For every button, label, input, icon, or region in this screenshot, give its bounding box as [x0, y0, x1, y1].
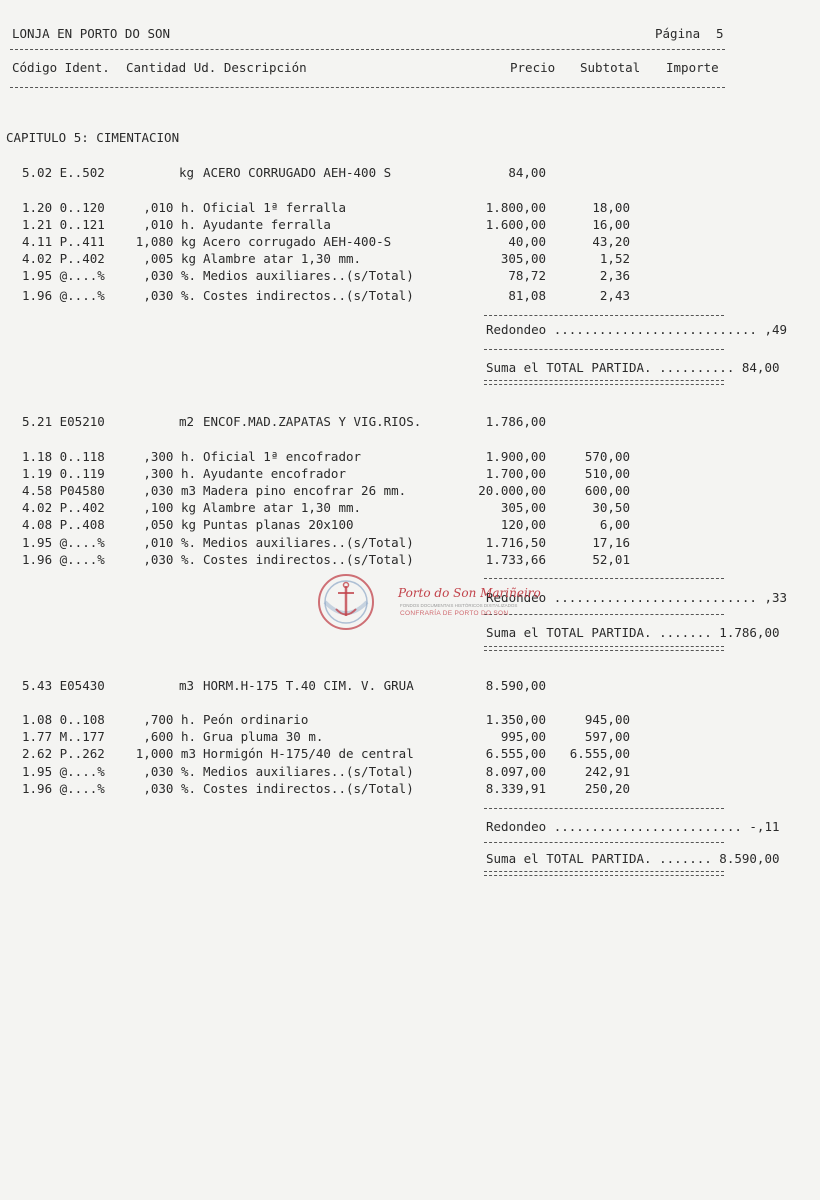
- line-description: Grua pluma 30 m.: [203, 729, 324, 744]
- line-quantity: 1,080 kg: [135, 234, 196, 249]
- line-code: 1.77 M..177: [22, 729, 105, 744]
- line-quantity: ,600 h.: [143, 729, 196, 744]
- total-line: Suma el TOTAL PARTIDA. .......... 84,00: [486, 360, 780, 375]
- watermark-name: Porto do Son Mariñeiro: [398, 586, 541, 600]
- column-importe: Importe: [666, 60, 719, 75]
- page-number: 5: [716, 26, 724, 41]
- chapter-title: CAPITULO 5: CIMENTACION: [6, 130, 180, 145]
- line-subtotal: 16,00: [592, 217, 630, 232]
- partida-description: ENCOF.MAD.ZAPATAS Y VIG.RIOS.: [203, 414, 422, 429]
- line-code: 4.02 P..402: [22, 251, 105, 266]
- line-price: 1.350,00: [485, 712, 546, 727]
- line-code: 1.95 @....%: [22, 535, 105, 550]
- partida-code: 5.02 E..502: [22, 165, 105, 180]
- line-code: 1.95 @....%: [22, 268, 105, 283]
- partida-unit: m2: [179, 414, 195, 429]
- line-quantity: ,030 %.: [143, 552, 196, 567]
- line-price: 78,72: [508, 268, 546, 283]
- line-quantity: ,030 %.: [143, 781, 196, 796]
- line-description: Oficial 1ª encofrador: [203, 449, 362, 464]
- line-description: Puntas planas 20x100: [203, 517, 354, 532]
- partida-description: ACERO CORRUGADO AEH-400 S: [203, 165, 392, 180]
- line-description: Peón ordinario: [203, 712, 309, 727]
- line-subtotal: 600,00: [584, 483, 630, 498]
- total-separator: [484, 614, 724, 615]
- line-description: Hormigón H-175/40 de central: [203, 746, 414, 761]
- line-subtotal: 18,00: [592, 200, 630, 215]
- total-double-rule: [484, 646, 724, 651]
- line-description: Ayudante ferralla: [203, 217, 331, 232]
- page-label: Página: [655, 26, 701, 41]
- line-price: 995,00: [500, 729, 546, 744]
- line-price: 20.000,00: [478, 483, 546, 498]
- line-description: Alambre atar 1,30 mm.: [203, 500, 362, 515]
- line-quantity: ,010 h.: [143, 217, 196, 232]
- line-quantity: ,010 h.: [143, 200, 196, 215]
- line-quantity: ,005 kg: [143, 251, 196, 266]
- line-price: 81,08: [508, 288, 546, 303]
- total-double-rule: [484, 871, 724, 876]
- line-code: 1.96 @....%: [22, 552, 105, 567]
- redondeo-line: Redondeo ........................... ,33: [486, 590, 788, 605]
- line-description: Medios auxiliares..(s/Total): [203, 268, 414, 283]
- line-description: Medios auxiliares..(s/Total): [203, 535, 414, 550]
- partida-price: 84,00: [508, 165, 546, 180]
- line-price: 1.900,00: [485, 449, 546, 464]
- line-quantity: ,050 kg: [143, 517, 196, 532]
- header-separator-bottom: [10, 87, 725, 88]
- total-line: Suma el TOTAL PARTIDA. ....... 8.590,00: [486, 851, 780, 866]
- line-description: Costes indirectos..(s/Total): [203, 781, 414, 796]
- line-description: Medios auxiliares..(s/Total): [203, 764, 414, 779]
- line-description: Alambre atar 1,30 mm.: [203, 251, 362, 266]
- total-line: Suma el TOTAL PARTIDA. ....... 1.786,00: [486, 625, 780, 640]
- line-subtotal: 17,16: [592, 535, 630, 550]
- line-price: 305,00: [500, 251, 546, 266]
- header-separator-top: [10, 49, 725, 50]
- line-price: 6.555,00: [485, 746, 546, 761]
- line-subtotal: 2,36: [599, 268, 630, 283]
- line-code: 1.96 @....%: [22, 781, 105, 796]
- line-code: 1.18 0..118: [22, 449, 105, 464]
- line-quantity: ,030 %.: [143, 764, 196, 779]
- line-subtotal: 1,52: [599, 251, 630, 266]
- line-description: Madera pino encofrar 26 mm.: [203, 483, 407, 498]
- line-code: 4.08 P..408: [22, 517, 105, 532]
- line-quantity: ,300 h.: [143, 466, 196, 481]
- redondeo-line: Redondeo ......................... -,11: [486, 819, 780, 834]
- line-quantity: ,700 h.: [143, 712, 196, 727]
- line-code: 1.08 0..108: [22, 712, 105, 727]
- line-code: 1.96 @....%: [22, 288, 105, 303]
- line-subtotal: 6,00: [599, 517, 630, 532]
- line-subtotal: 945,00: [584, 712, 630, 727]
- line-subtotal: 510,00: [584, 466, 630, 481]
- document-title: LONJA EN PORTO DO SON: [12, 26, 171, 41]
- line-subtotal: 6.555,00: [569, 746, 630, 761]
- partida-code: 5.21 E05210: [22, 414, 105, 429]
- partida-code: 5.43 E05430: [22, 678, 105, 693]
- line-code: 4.02 P..402: [22, 500, 105, 515]
- partida-unit: m3: [179, 678, 195, 693]
- line-price: 8.339,91: [485, 781, 546, 796]
- line-price: 1.600,00: [485, 217, 546, 232]
- line-price: 40,00: [508, 234, 546, 249]
- partida-description: HORM.H-175 T.40 CIM. V. GRUA: [203, 678, 414, 693]
- line-subtotal: 2,43: [599, 288, 630, 303]
- total-separator: [484, 842, 724, 843]
- column-cantidad-descripcion: Cantidad Ud. Descripción: [126, 60, 307, 75]
- line-code: 1.20 0..120: [22, 200, 105, 215]
- line-quantity: ,030 %.: [143, 288, 196, 303]
- redondeo-line: Redondeo ........................... ,49: [486, 322, 788, 337]
- partida-price: 8.590,00: [485, 678, 546, 693]
- line-description: Costes indirectos..(s/Total): [203, 552, 414, 567]
- line-price: 1.716,50: [485, 535, 546, 550]
- line-price: 305,00: [500, 500, 546, 515]
- redondeo-separator: [484, 578, 724, 579]
- line-subtotal: 570,00: [584, 449, 630, 464]
- line-price: 1.733,66: [485, 552, 546, 567]
- line-description: Ayudante encofrador: [203, 466, 346, 481]
- line-quantity: ,030 %.: [143, 268, 196, 283]
- line-quantity: ,030 m3: [143, 483, 196, 498]
- line-code: 2.62 P..262: [22, 746, 105, 761]
- line-quantity: ,100 kg: [143, 500, 196, 515]
- line-description: Costes indirectos..(s/Total): [203, 288, 414, 303]
- line-code: 4.58 P04580: [22, 483, 105, 498]
- redondeo-separator: [484, 808, 724, 809]
- line-quantity: ,010 %.: [143, 535, 196, 550]
- line-subtotal: 250,20: [584, 781, 630, 796]
- line-price: 8.097,00: [485, 764, 546, 779]
- line-quantity: ,300 h.: [143, 449, 196, 464]
- redondeo-separator: [484, 315, 724, 316]
- total-double-rule: [484, 380, 724, 385]
- line-description: Acero corrugado AEH-400-S: [203, 234, 392, 249]
- anchor-seal-icon: [316, 572, 376, 632]
- line-subtotal: 597,00: [584, 729, 630, 744]
- line-code: 1.19 0..119: [22, 466, 105, 481]
- line-quantity: 1,000 m3: [135, 746, 196, 761]
- line-description: Oficial 1ª ferralla: [203, 200, 346, 215]
- column-codigo: Código Ident.: [12, 60, 110, 75]
- line-price: 1.800,00: [485, 200, 546, 215]
- line-subtotal: 242,91: [584, 764, 630, 779]
- line-code: 1.95 @....%: [22, 764, 105, 779]
- partida-price: 1.786,00: [485, 414, 546, 429]
- line-subtotal: 30,50: [592, 500, 630, 515]
- line-code: 1.21 0..121: [22, 217, 105, 232]
- watermark-subtitle: FONDOS DOCUMENTAIS HISTÓRICOS DIXITALIZADOS: [400, 603, 518, 608]
- line-subtotal: 52,01: [592, 552, 630, 567]
- column-precio: Precio: [510, 60, 556, 75]
- line-price: 1.700,00: [485, 466, 546, 481]
- watermark-confraria: CONFRARÍA DE PORTO DO SON: [400, 610, 509, 617]
- line-code: 4.11 P..411: [22, 234, 105, 249]
- partida-unit: kg: [179, 165, 195, 180]
- column-subtotal: Subtotal: [580, 60, 641, 75]
- line-subtotal: 43,20: [592, 234, 630, 249]
- line-price: 120,00: [500, 517, 546, 532]
- total-separator: [484, 349, 724, 350]
